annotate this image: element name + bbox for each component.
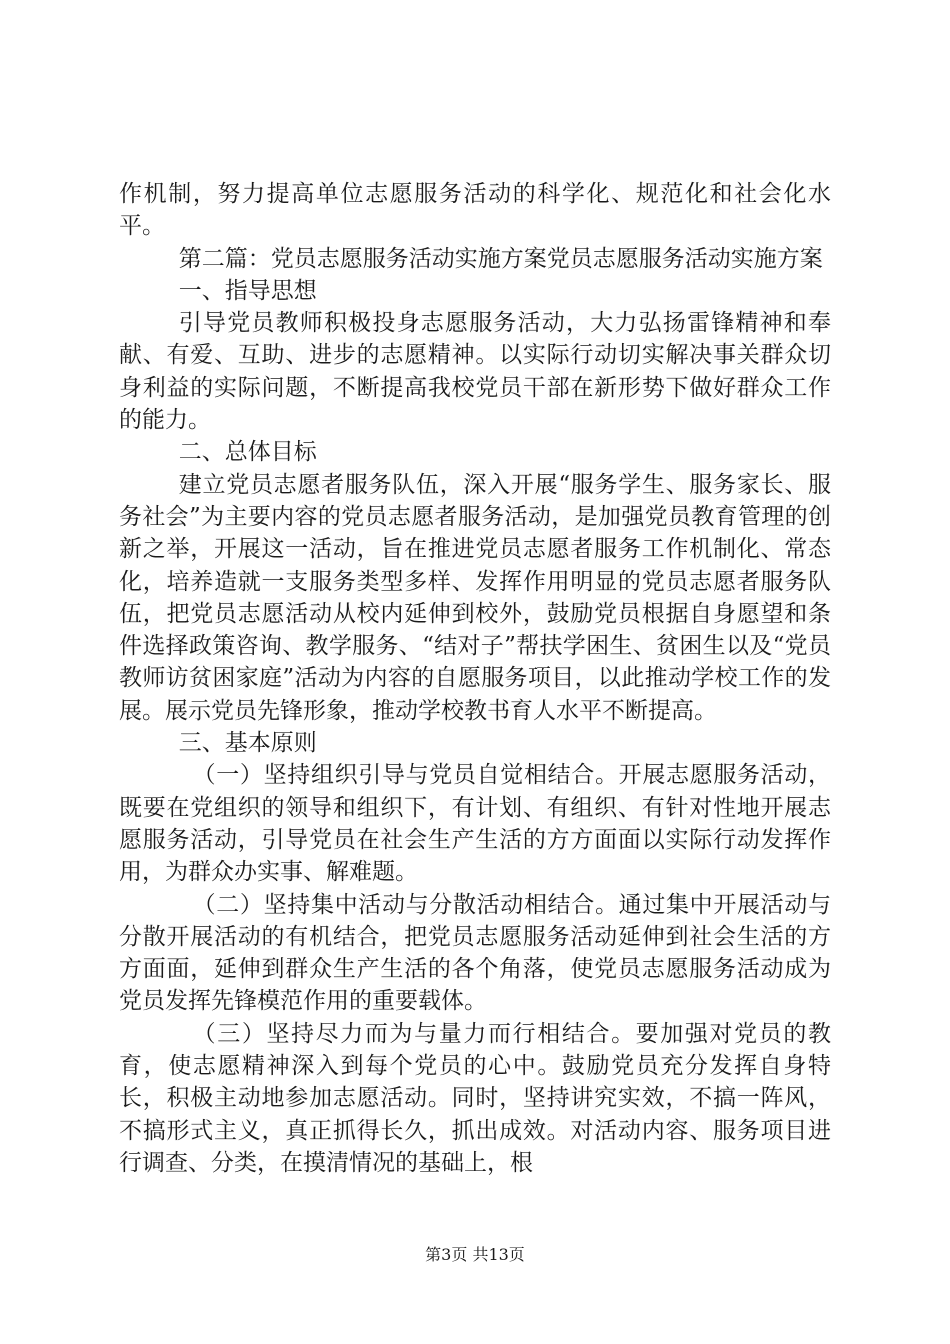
paragraph-overall-goal: 建立党员志愿者服务队伍，深入开展“服务学生、服务家长、服务社会”为主要内容的党员志愿者服务活动，是加强党员教育管理的创新之举，开展这一活动，旨在推进党员志愿者服务工作机制化、常态化，培养造就一支服务类型多样、发挥作用明显的党员志愿者服务队伍，把党员志愿活动从校内延伸到校外，鼓励党员根据自身愿望和条件选择政策咨询、教学服务、“结对子”帮扶学困生、贫困生以及“党员教师访贫困家庭”活动为内容的自愿服务项目，以此推动学校工作的发展。展示党员先锋形象，推动学校教书育人水平不断提高。 (119, 471, 831, 724)
paragraph-principle-2: （二）坚持集中活动与分散活动相结合。通过集中开展活动与分散开展活动的有机结合，把党员志愿服务活动延伸到社会生活的方方面面，延伸到群众生产生活的各个角落，使党员志愿服务活动成为党员发挥先锋模范作用的重要载体。 (119, 891, 831, 1015)
page-number-footer: 第3页 共13页 (425, 1245, 525, 1264)
paragraph-principle-1: （一）坚持组织引导与党员自觉相结合。开展志愿服务活动，既要在党组织的领导和组织下，有计划、有组织、有针对性地开展志愿服务活动，引导党员在社会生产生活的方方面面以实际行动发挥作用，为群众办实事、解难题。 (119, 762, 831, 886)
heading-guiding-ideology: 一、指导思想 (178, 277, 317, 304)
heading-overall-goal: 二、总体目标 (178, 439, 317, 466)
heading-basic-principles: 三、基本原则 (178, 730, 317, 757)
paragraph-continuation: 作机制，努力提高单位志愿服务活动的科学化、规范化和社会化水平。 (119, 181, 831, 240)
paragraph-principle-3: （三）坚持尽力而为与量力而行相结合。要加强对党员的教育，使志愿精神深入到每个党员的心中。鼓励党员充分发挥自身特长，积极主动地参加志愿活动。同时，坚持讲究实效，不搞一阵风，不搞形式主义，真正抓得长久，抓出成效。对活动内容、服务项目进行调查、分类，在摸清情况的基础上，根 (119, 1020, 831, 1176)
section-title: 第二篇：党员志愿服务活动实施方案党员志愿服务活动实施方案 (178, 245, 823, 272)
paragraph-guiding-ideology: 引导党员教师积极投身志愿服务活动，大力弘扬雷锋精神和奉献、有爱、互助、进步的志愿精神。以实际行动切实解决事关群众切身利益的实际问题，不断提高我校党员干部在新形势下做好群众工作的能力。 (119, 310, 831, 434)
document-body (119, 178, 831, 1179)
